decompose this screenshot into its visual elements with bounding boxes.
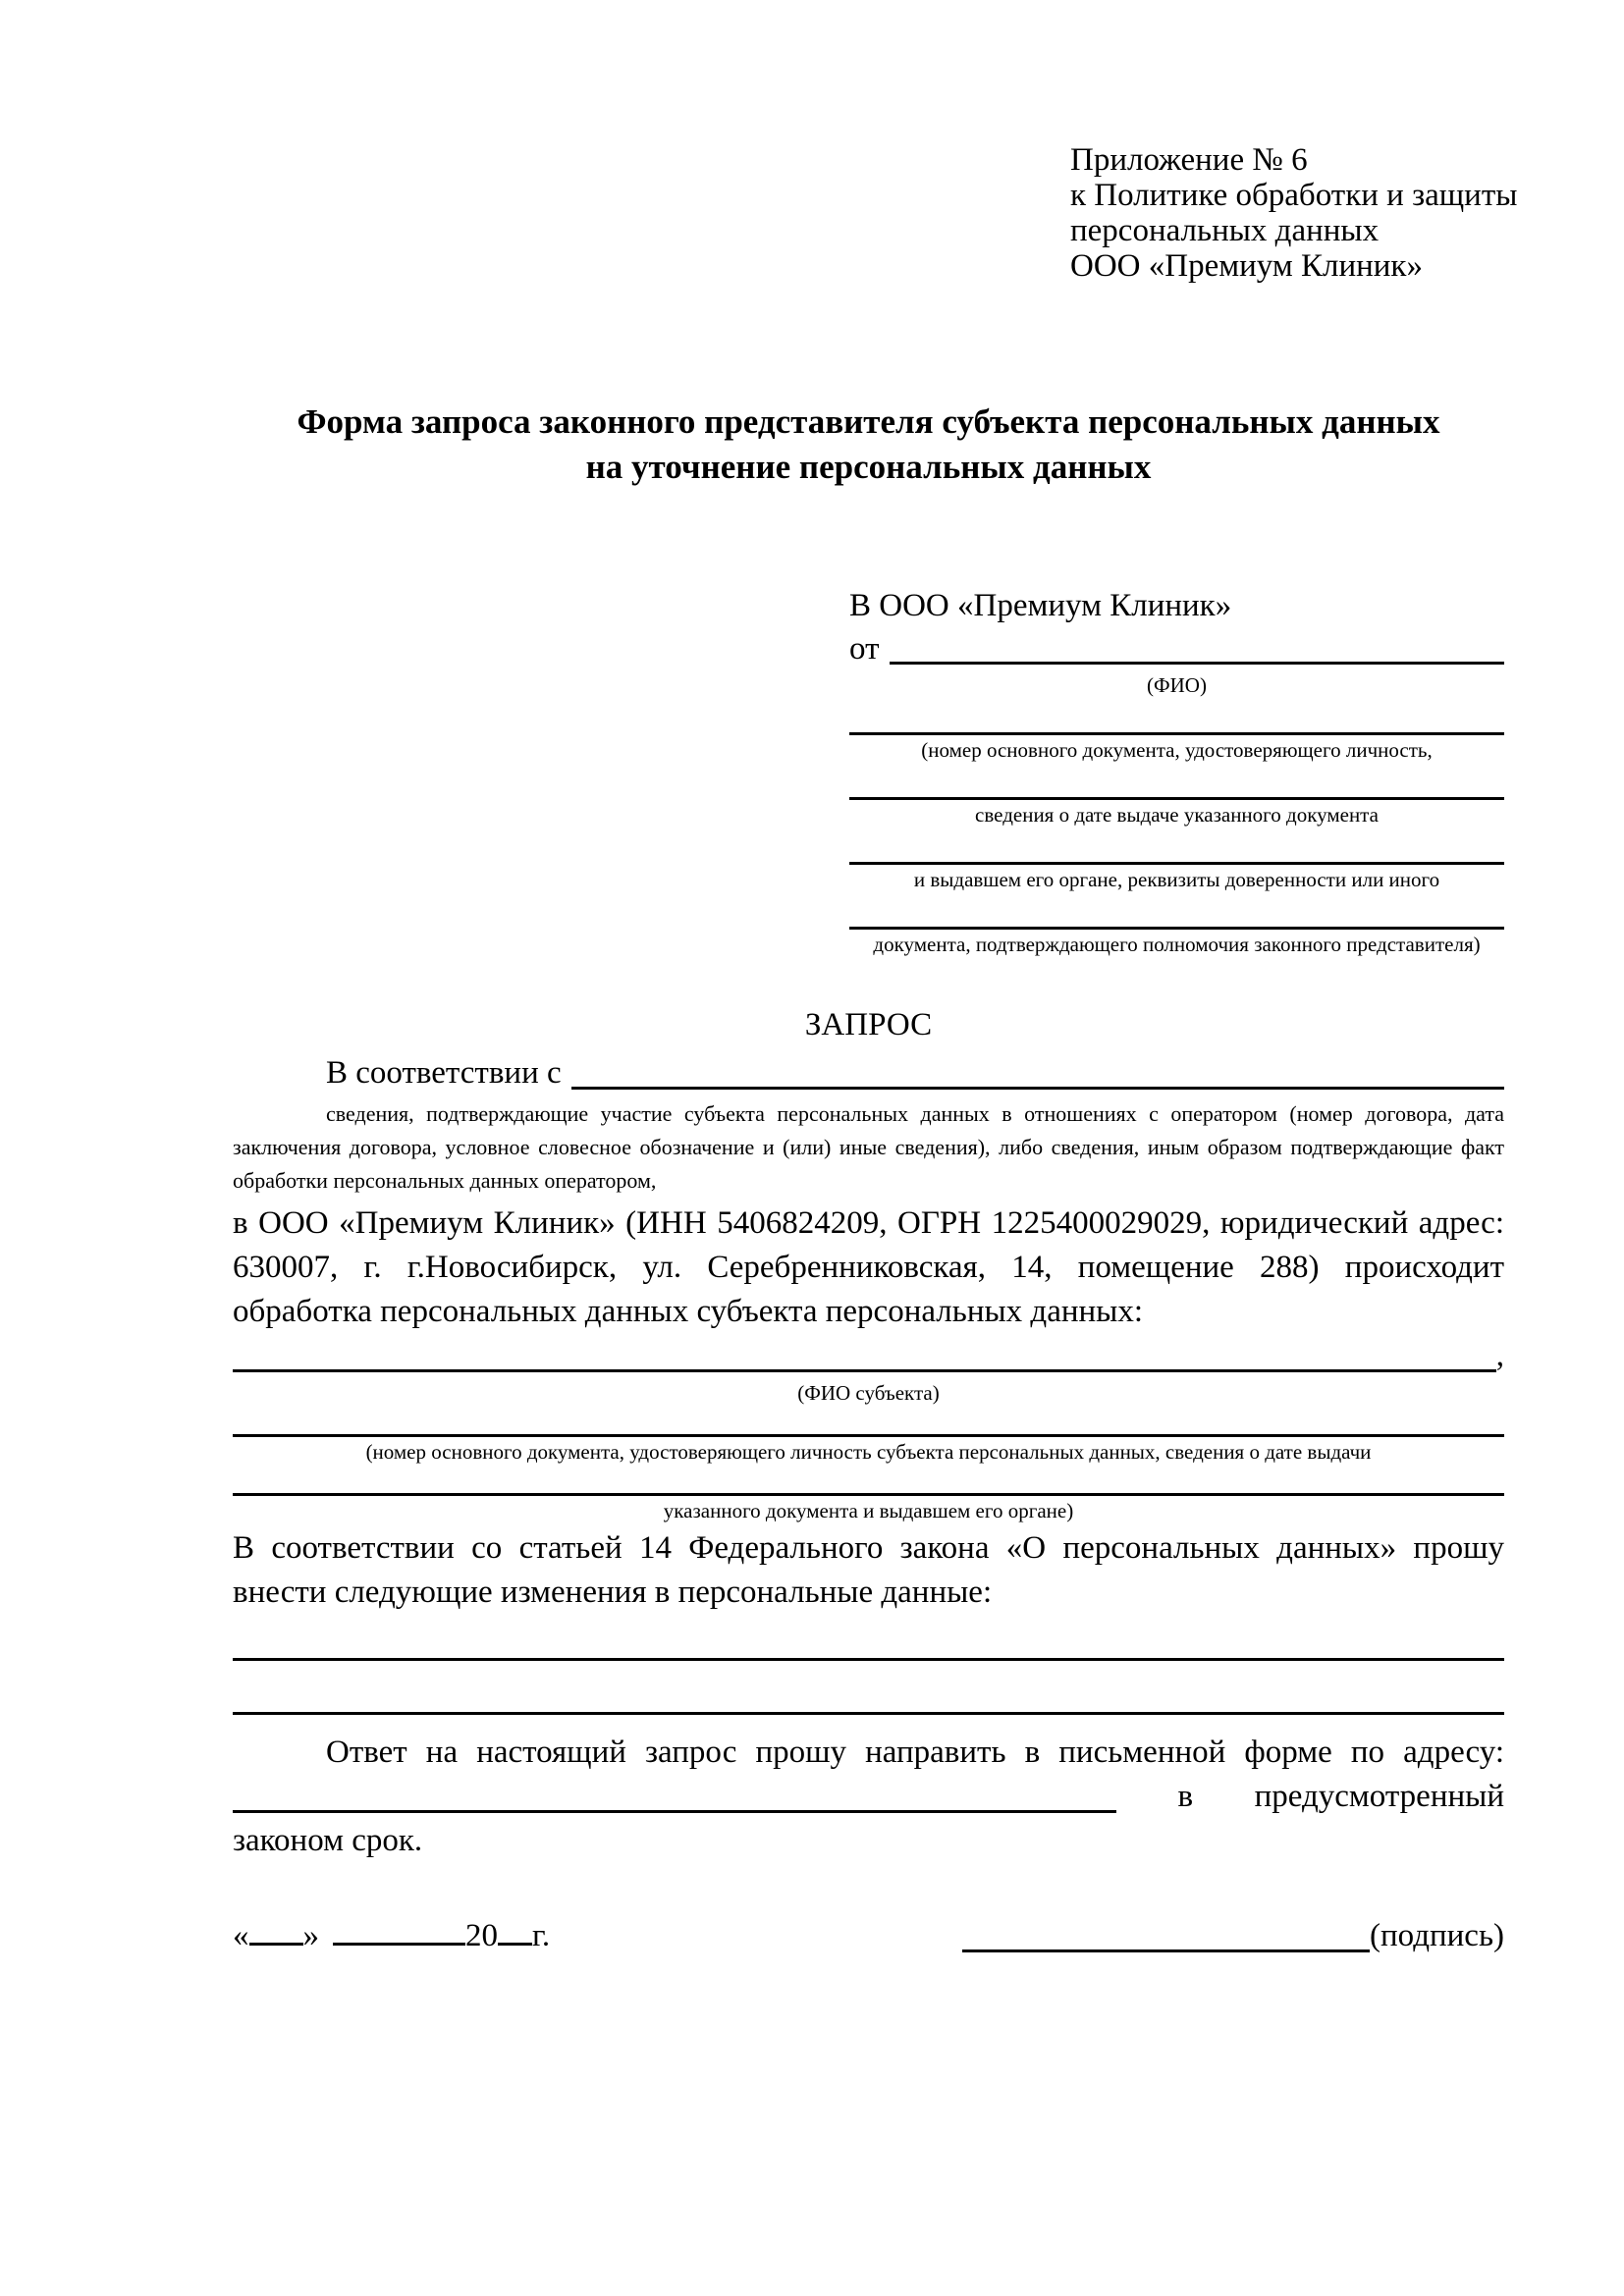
representative-doc-field-2 — [849, 797, 1504, 827]
appendix-line-4: ООО «Премиум Клиник» — [1070, 248, 1423, 284]
intro-row — [233, 1051, 1504, 1095]
response-word-2: предусмотренный — [1254, 1779, 1504, 1814]
date-open-quote: « — [233, 1918, 249, 1953]
intro-caption: сведения, подтверждающие участие субъекта персональных данных в отношениях с оператором (номер договора, дата заключения договора, условное словесное обозначение и (или) иные сведения), либо сведения, иным образом подтверждающие факт обработки персональных данных оператором, — [233, 1101, 1504, 1193]
response-address-row — [233, 1775, 1504, 1819]
representative-doc-field-3 — [849, 862, 1504, 891]
basis-blank-line — [571, 1087, 1504, 1090]
date-close-quote: » — [302, 1918, 319, 1953]
addressee-to: В ООО «Премиум Клиник» — [849, 588, 1232, 623]
response-paragraph: Ответ на настоящий запрос прошу направить в письменной форме по адресу: — [326, 1735, 1504, 1770]
addressee-block — [849, 584, 1504, 956]
blank-line — [849, 927, 1504, 930]
signature-blank-line — [962, 1949, 1370, 1952]
appendix-line-2: к Политике обработки и защиты — [1070, 178, 1518, 213]
blank-line — [849, 862, 1504, 865]
blank-line — [233, 1493, 1504, 1496]
from-label: от — [849, 631, 880, 667]
blank-line — [849, 732, 1504, 735]
fio-caption: (ФИО) — [1147, 673, 1207, 697]
subject-doc-field-2 — [233, 1493, 1504, 1522]
intro-label: В соответствии с — [326, 1055, 562, 1091]
response-end: законом срок. — [233, 1823, 423, 1858]
field-caption: и выдавшем его органе, реквизиты доверенности или иного — [913, 868, 1440, 891]
date-year-blank-line — [498, 1943, 532, 1946]
response-word-1: в — [1177, 1779, 1194, 1814]
signature-caption: (подпись) — [1370, 1918, 1504, 1953]
appendix-note — [1070, 142, 1518, 284]
subject-fio-caption: (ФИО субъекта) — [797, 1381, 940, 1405]
date-blank — [233, 1914, 550, 1958]
document-title-line-2: на уточнение персональных данных — [585, 448, 1152, 486]
date-day-blank-line — [249, 1943, 303, 1946]
law-paragraph: В соответствии со статьей 14 Федерального закона «О персональных данных» прошу внести следующие изменения в персональные данные: — [233, 1530, 1504, 1610]
date-month-blank-line — [333, 1943, 465, 1946]
subject-fio-blank-line — [233, 1369, 1496, 1372]
document-title — [233, 400, 1504, 490]
date-year-prefix: 20 — [465, 1918, 498, 1953]
address-blank-line — [233, 1810, 1116, 1813]
changes-blank-line-1 — [233, 1658, 1504, 1661]
field-caption: указанного документа и выдавшем его органе) — [663, 1499, 1074, 1522]
document-title-line-1: Форма запроса законного представителя субъекта персональных данных — [297, 402, 1440, 441]
subject-doc-field-1 — [233, 1434, 1504, 1464]
subject-fio-row — [233, 1334, 1504, 1378]
footer-row — [233, 1914, 1504, 1958]
field-caption: (номер основного документа, удостоверяющего личность, — [921, 738, 1433, 762]
date-year-suffix: г. — [532, 1918, 551, 1953]
representative-doc-field-1 — [849, 732, 1504, 762]
field-caption: сведения о дате выдаче указанного документа — [975, 803, 1379, 827]
subject-fio-comma: , — [1495, 1338, 1504, 1373]
field-caption: (номер основного документа, удостоверяющего личность субъекта персональных данных, сведения о дате выдачи — [365, 1440, 1372, 1464]
appendix-line-1: Приложение № 6 — [1070, 142, 1308, 178]
representative-fio-blank-line — [890, 662, 1505, 665]
appendix-line-3: персональных данных — [1070, 213, 1380, 248]
operator-paragraph: в ООО «Премиум Клиник» (ИНН 5406824209, ОГРН 1225400029029, юридический адрес: 630007, г. г.Новосибирск, ул. Серебренниковская, 14, помещение 288) происходит обработка персональных данных субъекта персональных данных: — [233, 1205, 1504, 1329]
from-row — [849, 627, 1504, 670]
changes-blank-line-2 — [233, 1712, 1504, 1715]
blank-line — [849, 797, 1504, 800]
signature-group — [962, 1914, 1504, 1958]
blank-line — [233, 1434, 1504, 1437]
request-heading: ЗАПРОС — [804, 1007, 933, 1042]
representative-doc-field-4 — [849, 927, 1504, 956]
field-caption: документа, подтверждающего полномочия законного представителя) — [873, 933, 1481, 956]
